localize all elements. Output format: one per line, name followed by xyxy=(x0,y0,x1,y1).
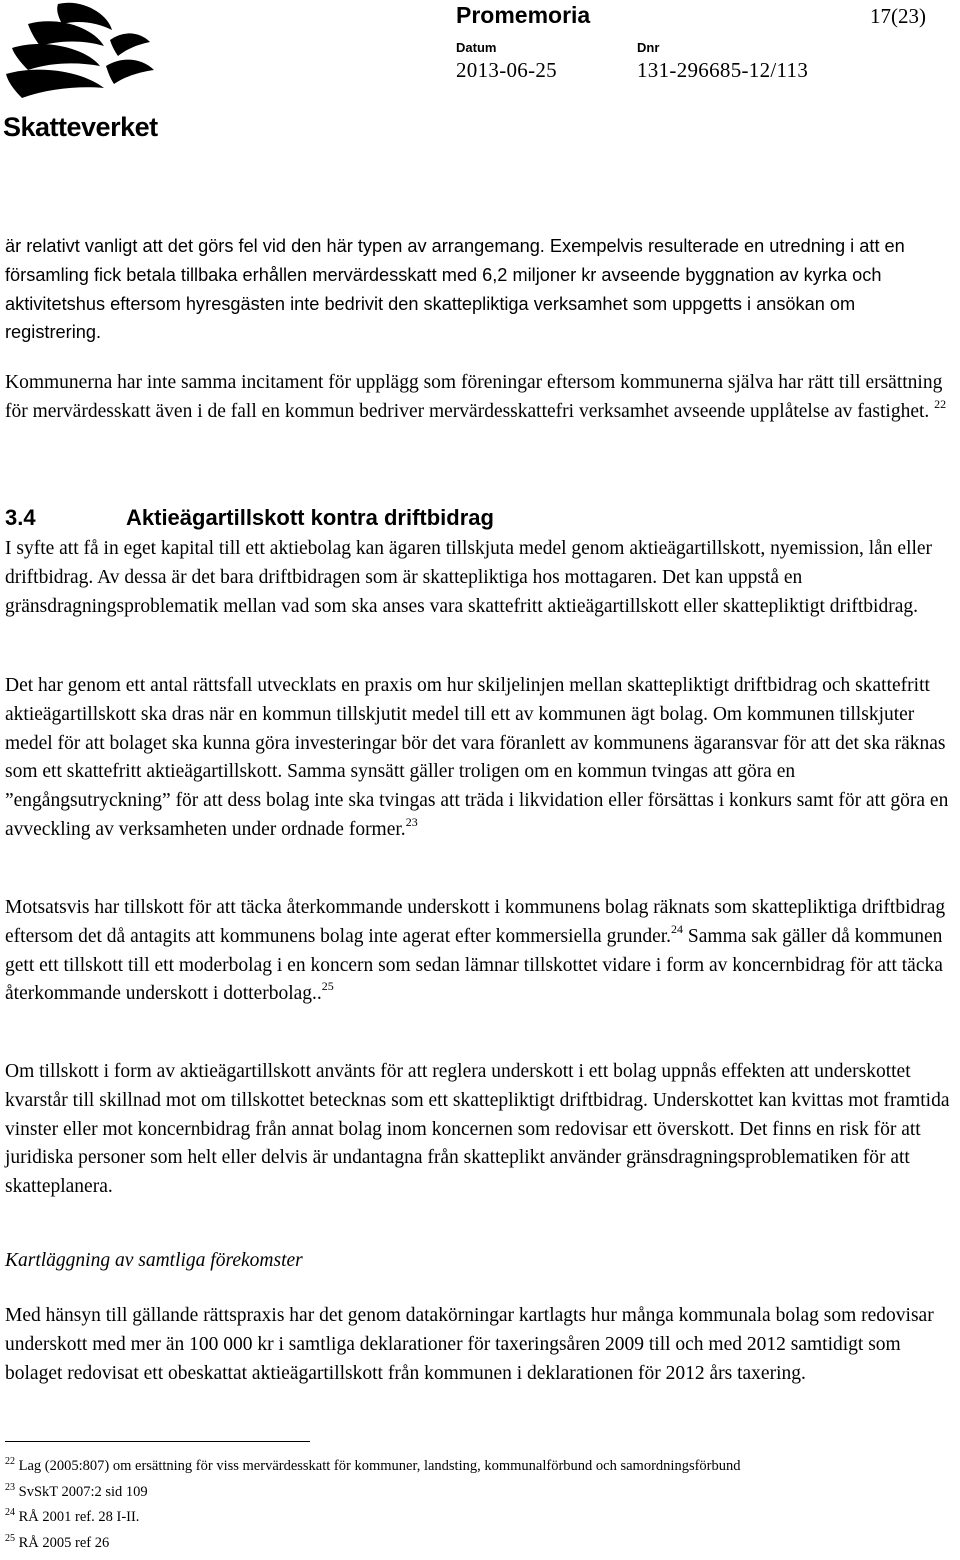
dnr-label: Dnr xyxy=(637,40,659,55)
skatteverket-logo xyxy=(0,0,165,145)
paragraph: I syfte att få in eget kapital till ett aktiebolag kan ägaren tillskjuta medel genom aktieägartillskott, nyemission, lån eller driftbidrag. Av dessa är det bara driftbidragen som är skattepliktiga hos mottagaren. Det kan uppstå en gränsdragningsproblematik mellan vad som ska anses vara skattefritt aktieägartillskott eller skattepliktigt driftbidrag. xyxy=(5,535,950,621)
footnotes xyxy=(5,1458,741,1560)
footnote: $^{22}$ Lag (2005:807) om ersättning för viss mervärdesskatt för kommuner, landsting, kommunalförbund och samordningsförbund xyxy=(5,1458,741,1484)
paragraph: Kommunerna har inte samma incitament för upplägg som föreningar eftersom kommunerna själva har rätt till ersättning för mervärdesskatt även i de fall en kommun bedriver mervärdesskattefri verksamhet avseende upplåtelse av fastighet. $^{22}$ xyxy=(5,369,950,427)
section-heading xyxy=(5,505,494,531)
footnote-divider xyxy=(5,1441,310,1442)
page-number: 17(23) xyxy=(870,4,926,29)
footnote-ref[interactable]: 22 xyxy=(934,397,946,411)
date-value: 2013-06-25 xyxy=(456,58,557,83)
footnote: $^{24}$ RÅ 2001 ref. 28 I-II. xyxy=(5,1509,741,1535)
section-title: Aktieägartillskott kontra driftbidrag xyxy=(126,505,494,530)
paragraph: Motsatsvis har tillskott för att täcka återkommande underskott i kommunens bolag räknats som skattepliktiga driftbidrag eftersom det då antagits att kommunens bolag inte agerat efter kommersiella grunder.$^{24}$ Samma sak gäller då kommunen gett ett tillskott till ett moderbolag i en koncern som sedan lämnar tillskottet vidare i form av koncernbidrag för att täcka återkommande underskott i dotterbolag..$^{25}$ xyxy=(5,894,950,1009)
section-number: 3.4 xyxy=(5,505,126,531)
dnr-value: 131-296685-12/113 xyxy=(637,58,808,83)
date-label: Datum xyxy=(456,40,496,55)
subheading: Kartläggning av samtliga förekomster xyxy=(5,1250,303,1272)
paragraph: Det har genom ett antal rättsfall utvecklats en praxis om hur skiljelinjen mellan skattepliktigt driftbidrag och skattefritt aktieägartillskott ska dras när en kommun tillskjutit medel till ett av kommunen ägt bolag. Om kommunen tillskjuter medel för att bolaget ska kunna göra investeringar bör det vara föranlett av kommunens ägaransvar för att det ska räknas som ett skattefritt aktieägartillskott. Samma synsätt gäller troligen om en kommun tvingas att göra en ”engångsutryckning” för att dess bolag inte ska tvingas att träda i likvidation eller försättas i konkurs samt för att göra en avveckling av verksamheten under ordnade former.$^{23}$ xyxy=(5,672,950,845)
crown-icon xyxy=(0,0,165,112)
logo-wordmark: Skatteverket xyxy=(3,112,158,143)
document-type: Promemoria xyxy=(456,2,590,29)
footnote-ref[interactable]: 24 xyxy=(671,922,683,936)
footnote-ref[interactable]: 25 xyxy=(322,979,334,993)
paragraph: är relativt vanligt att det görs fel vid den här typen av arrangemang. Exempelvis resulterade en utredning i att en församling fick betala tillbaka erhållen mervärdesskatt med 6,2 miljoner kr avseende byggnation av kyrka och aktivitetshus eftersom hyresgästen inte bedrivit den skattepliktiga verksamhet som uppgetts i ansökan om registrering. xyxy=(5,232,950,347)
paragraph: Om tillskott i form av aktieägartillskott använts för att reglera underskott i ett bolag uppnås effekten att underskottet kvarstår till skillnad mot om tillskottet betecknas som ett skattepliktigt driftbidrag. Underskottet kan kvittas mot framtida vinster eller mot koncernbidrag från annat bolag inom koncernen som redovisar ett överskott. Det finns en risk för att juridiska personer som helt eller delvis är undantagna från skatteplikt använder gränsdragningsproblematiken för att skatteplanera. xyxy=(5,1058,950,1202)
footnote-ref[interactable]: 23 xyxy=(406,815,418,829)
paragraph: Med hänsyn till gällande rättspraxis har det genom datakörningar kartlagts hur många kommunala bolag som redovisar underskott med mer än 100 000 kr i samtliga deklarationer för taxeringsåren 2009 till och med 2012 samtidigt som bolaget redovisat ett obeskattat aktieägartillskott från kommunen i deklarationen för 2012 års taxering. xyxy=(5,1302,950,1388)
footnote: $^{23}$ SvSkT 2007:2 sid 109 xyxy=(5,1484,741,1510)
footnote: $^{25}$ RÅ 2005 ref 26 xyxy=(5,1535,741,1560)
